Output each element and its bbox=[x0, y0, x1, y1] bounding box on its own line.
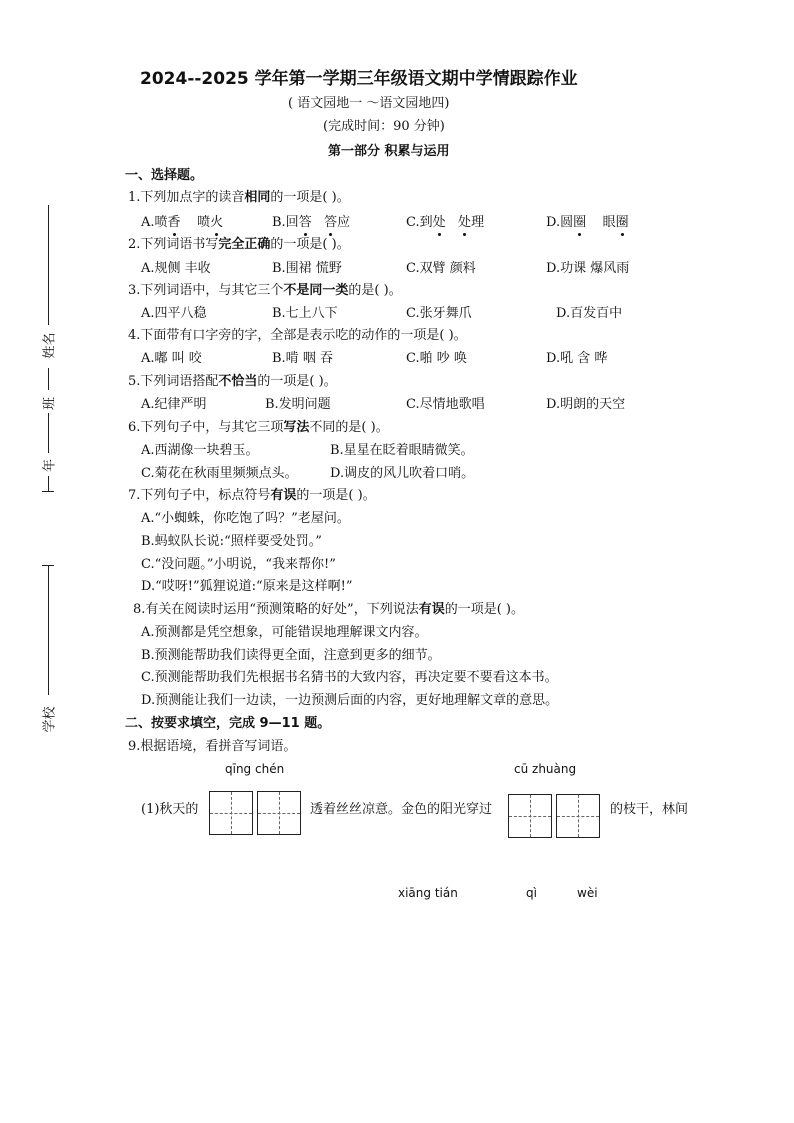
binding-tick bbox=[42, 491, 54, 492]
q9-line1-end: 的枝干，林间 bbox=[610, 802, 689, 817]
binding-line-top bbox=[48, 205, 49, 325]
q7-option-c: C.“没问题。”小明说，“我来帮你!” bbox=[141, 557, 336, 572]
q8-option-c: C.预测能帮助我们先根据书名猜书的大致内容，再决定要不要看这本书。 bbox=[141, 670, 558, 685]
q7-option-d: D.“哎呀!”狐狸说道:“原来是这样啊!” bbox=[141, 579, 353, 594]
answer-grid-4[interactable] bbox=[556, 794, 600, 838]
q8-option-d: D.预测能让我们一边读，一边预测后面的内容，更好地理解文章的意思。 bbox=[141, 693, 559, 708]
q5-option-c: C.尽情地歌唱 bbox=[406, 397, 485, 412]
q8-option-b: B.预测能帮助我们读得更全面，注意到更多的细节。 bbox=[141, 648, 441, 663]
binding-line-mid3 bbox=[48, 476, 49, 491]
q1-option-d: D.圆圈 眼圈 bbox=[546, 215, 629, 230]
q7-stem: 7.下列句子中，标点符号有误的一项是( )。 bbox=[128, 488, 376, 503]
class-label: 班 bbox=[42, 397, 58, 411]
q8-stem: 8.有关在阅读时运用“预测策略的好处”，下列说法有误的一项是( )。 bbox=[133, 602, 524, 617]
q3-option-a: A.四平八稳 bbox=[141, 306, 207, 321]
section-2-heading: 二、按要求填空，完成 9—11 题。 bbox=[125, 716, 331, 731]
q1-option-a: A.喷香 喷火 bbox=[141, 215, 224, 230]
q3-option-d: D.百发百中 bbox=[556, 306, 623, 321]
q3-stem: 3.下列词语中，与其它三个不是同一类的是( )。 bbox=[128, 283, 402, 298]
q5-option-d: D.明朗的天空 bbox=[546, 397, 626, 412]
q1-stem: 1.下列加点字的读音相同的一项是( )。 bbox=[128, 190, 350, 205]
q3-option-b: B.七上八下 bbox=[272, 306, 338, 321]
q4-option-a: A.嘟 叫 咬 bbox=[141, 351, 202, 366]
q6-option-c: C.菊花在秋雨里频频点头。 bbox=[141, 466, 298, 481]
q4-option-d: D.吼 含 哗 bbox=[546, 351, 608, 366]
pinyin-qingchen: qīng chén bbox=[225, 762, 285, 776]
q8-option-a: A.预测都是凭空想象，可能错误地理解课文内容。 bbox=[141, 625, 428, 640]
q1-option-b: B.回答 答应 bbox=[272, 215, 351, 230]
q1-option-c: C.到处 处理 bbox=[406, 215, 485, 230]
q9-line1-middle: 透着丝丝凉意。金色的阳光穿过 bbox=[310, 802, 493, 817]
q6-option-d: D.调皮的风儿吹着口哨。 bbox=[330, 466, 475, 481]
q2-option-b: B.围裙 慌野 bbox=[272, 261, 342, 276]
page-title: 2024--2025 学年第一学期三年级语文期中学情跟踪作业 bbox=[140, 69, 578, 89]
q7-option-a: A.“小蜘蛛，你吃饱了吗？”老屋问。 bbox=[141, 511, 350, 526]
q2-option-d: D.功课 爆风雨 bbox=[546, 261, 630, 276]
page-subtitle: ( 语文园地一 ～语文园地四) bbox=[288, 96, 450, 111]
school-label: 学校 bbox=[42, 706, 58, 733]
binding-line-bottom bbox=[48, 565, 49, 695]
answer-grid-3[interactable] bbox=[508, 794, 552, 838]
answer-grid-2[interactable] bbox=[257, 791, 301, 835]
q3-option-c: C.张牙舞爪 bbox=[406, 306, 472, 321]
binding-tick bbox=[42, 565, 54, 566]
q5-option-b: B.发明问题 bbox=[265, 397, 331, 412]
pinyin-wei: wèi bbox=[577, 886, 598, 900]
answer-grid-1[interactable] bbox=[209, 791, 253, 835]
q5-option-a: A.纪律严明 bbox=[141, 397, 207, 412]
q2-option-c: C.双臂 颜料 bbox=[406, 261, 476, 276]
q6-option-b: B.星星在眨着眼睛微笑。 bbox=[330, 443, 474, 458]
q9-stem: 9.根据语境，看拼音写词语。 bbox=[128, 739, 297, 754]
q2-stem: 2.下列词语书写完全正确的一项是( )。 bbox=[128, 237, 350, 252]
q6-stem: 6.下列句子中，与其它三项写法不同的是( )。 bbox=[128, 420, 389, 435]
q7-option-b: B.蚂蚁队长说:“照样要受处罚。” bbox=[141, 534, 322, 549]
pinyin-cuzhuang: cū zhuàng bbox=[514, 762, 577, 776]
pinyin-qi: qì bbox=[526, 886, 537, 900]
part-heading: 第一部分 积累与运用 bbox=[328, 144, 450, 159]
q9-line1-start: (1)秋天的 bbox=[141, 802, 199, 817]
pinyin-xiangtian: xiāng tián bbox=[398, 886, 458, 900]
q6-option-a: A.西湖像一块碧玉。 bbox=[141, 443, 259, 458]
q2-option-a: A.规侧 丰收 bbox=[141, 261, 211, 276]
q5-stem: 5.下列词语搭配不恰当的一项是( )。 bbox=[128, 374, 337, 389]
q4-option-b: B.啃 咽 吞 bbox=[272, 351, 333, 366]
grade-label: 年 bbox=[42, 459, 58, 473]
q4-option-c: C.啪 吵 唤 bbox=[406, 351, 467, 366]
name-label: 姓名 bbox=[42, 332, 58, 359]
section-1-heading: 一、选择题。 bbox=[125, 168, 204, 183]
q4-stem: 4.下面带有口字旁的字，全部是表示吃的动作的一项是( )。 bbox=[128, 328, 467, 343]
binding-line-mid2 bbox=[48, 413, 49, 453]
time-limit: (完成时间：90 分钟) bbox=[323, 119, 445, 134]
binding-line-mid1 bbox=[48, 368, 49, 390]
